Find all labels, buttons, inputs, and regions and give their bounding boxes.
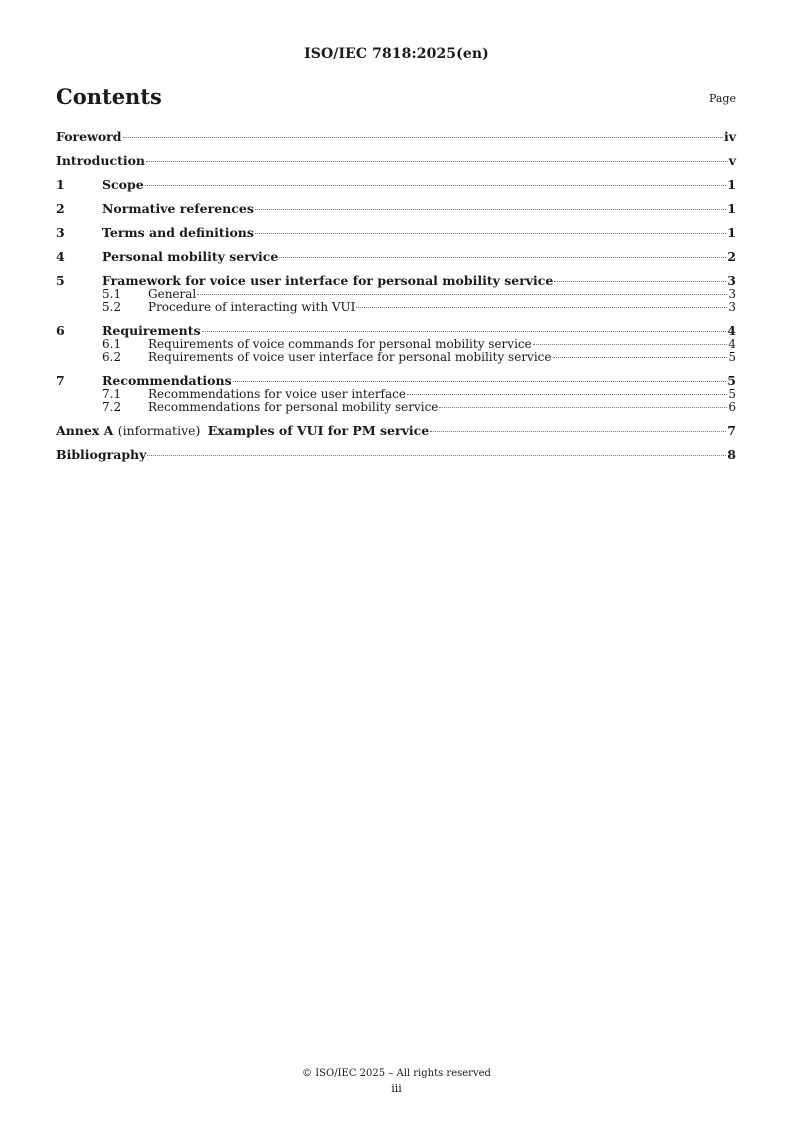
toc-title: Recommendations (102, 373, 232, 388)
toc-entry-normative-references[interactable] (56, 201, 736, 216)
toc-page-number: 2 (727, 249, 736, 264)
toc-entry-foreword[interactable] (56, 129, 736, 144)
toc-title: Foreword (56, 129, 122, 144)
toc-title: Procedure of interacting with VUI (148, 300, 356, 314)
toc-page-number: iv (723, 129, 736, 144)
toc-title: Terms and definitions (102, 225, 254, 240)
toc-leader-dots (533, 343, 728, 345)
toc-leader-dots (407, 393, 727, 395)
toc-leader-dots (255, 208, 726, 210)
toc-entry-scope[interactable] (56, 177, 736, 192)
toc-title: Personal mobility service (102, 249, 279, 264)
toc-section-number: 5.1 (102, 287, 122, 301)
toc-section-number: 1 (56, 177, 65, 192)
toc-leader-dots (197, 293, 727, 295)
document-header: ISO/IEC 7818:2025(en) (304, 46, 489, 62)
toc-leader-dots (123, 136, 723, 138)
toc-title: Framework for voice user interface for personal mobility service (102, 273, 554, 288)
toc-leader-dots (430, 430, 726, 432)
toc-title: Requirements of voice user interface for personal mobility service (148, 350, 552, 364)
toc-section-number: 6.2 (102, 350, 122, 364)
toc-title: Normative references (102, 201, 254, 216)
toc-title (56, 423, 429, 438)
toc-page-number: 5 (727, 373, 736, 388)
toc-section-number: 6.1 (102, 337, 122, 351)
toc-page-number: 1 (727, 177, 736, 192)
toc-section-number: 4 (56, 249, 65, 264)
contents-title: Contents (56, 84, 162, 109)
toc-page-number: 4 (727, 323, 736, 338)
toc-leader-dots (439, 406, 727, 408)
toc-leader-dots (146, 160, 728, 162)
toc-page-number: 1 (727, 201, 736, 216)
toc-entry-recommendations-pm-service[interactable] (56, 401, 736, 414)
toc-leader-dots (255, 232, 726, 234)
toc-section-number: 7 (56, 373, 65, 388)
toc-section-number: 7.1 (102, 387, 122, 401)
toc-leader-dots (145, 184, 727, 186)
page-footer (0, 1066, 793, 1096)
toc-entry-recommendations[interactable] (56, 373, 736, 388)
toc-title: Scope (102, 177, 144, 192)
toc-page-number: 5 (728, 350, 736, 364)
toc-leader-dots (202, 330, 727, 332)
toc-page-number: v (728, 153, 736, 168)
toc-title: General (148, 287, 197, 301)
table-of-contents (56, 129, 736, 462)
toc-entry-procedure-vui[interactable] (56, 301, 736, 314)
toc-title: Requirements of voice commands for personal mobility service (148, 337, 532, 351)
toc-title: Requirements (102, 323, 201, 338)
toc-title: Bibliography (56, 447, 147, 462)
toc-page-number: 6 (728, 400, 736, 414)
annex-label: Annex A (56, 423, 114, 438)
toc-page-number: 3 (728, 287, 736, 301)
toc-page-number: 1 (727, 225, 736, 240)
toc-section-number: 6 (56, 323, 65, 338)
copyright-notice: © ISO/IEC 2025 – All rights reserved (302, 1068, 491, 1079)
toc-leader-dots (554, 280, 726, 282)
toc-entry-requirements[interactable] (56, 323, 736, 338)
toc-section-number: 5.2 (102, 300, 122, 314)
toc-entry-introduction[interactable] (56, 153, 736, 168)
toc-section-number: 5 (56, 273, 65, 288)
toc-leader-dots (279, 256, 726, 258)
toc-page-number: 3 (728, 300, 736, 314)
toc-section-number: 2 (56, 201, 65, 216)
toc-title: Introduction (56, 153, 146, 168)
toc-entry-requirements-vui[interactable] (56, 351, 736, 364)
toc-leader-dots (356, 306, 727, 308)
toc-page-number: 7 (727, 423, 736, 438)
toc-page-number: 4 (728, 337, 736, 351)
page-column-label: Page (708, 92, 736, 105)
annex-type: (informative) (117, 423, 201, 438)
toc-entry-personal-mobility-service[interactable] (56, 249, 736, 264)
toc-title: Recommendations for voice user interface (148, 387, 406, 401)
toc-title: Recommendations for personal mobility service (148, 400, 439, 414)
toc-section-number: 3 (56, 225, 65, 240)
toc-leader-dots (233, 380, 727, 382)
toc-entry-terms-and-definitions[interactable] (56, 225, 736, 240)
annex-title: Examples of VUI for PM service (207, 423, 430, 438)
toc-section-number: 7.2 (102, 400, 122, 414)
toc-entry-bibliography[interactable] (56, 447, 736, 462)
page-number: iii (391, 1082, 402, 1095)
toc-entry-framework[interactable] (56, 273, 736, 288)
toc-page-number: 8 (727, 447, 736, 462)
toc-page-number: 5 (728, 387, 736, 401)
toc-entry-annex-a[interactable] (56, 423, 736, 438)
toc-leader-dots (147, 454, 726, 456)
toc-leader-dots (553, 356, 728, 358)
toc-page-number: 3 (727, 273, 736, 288)
